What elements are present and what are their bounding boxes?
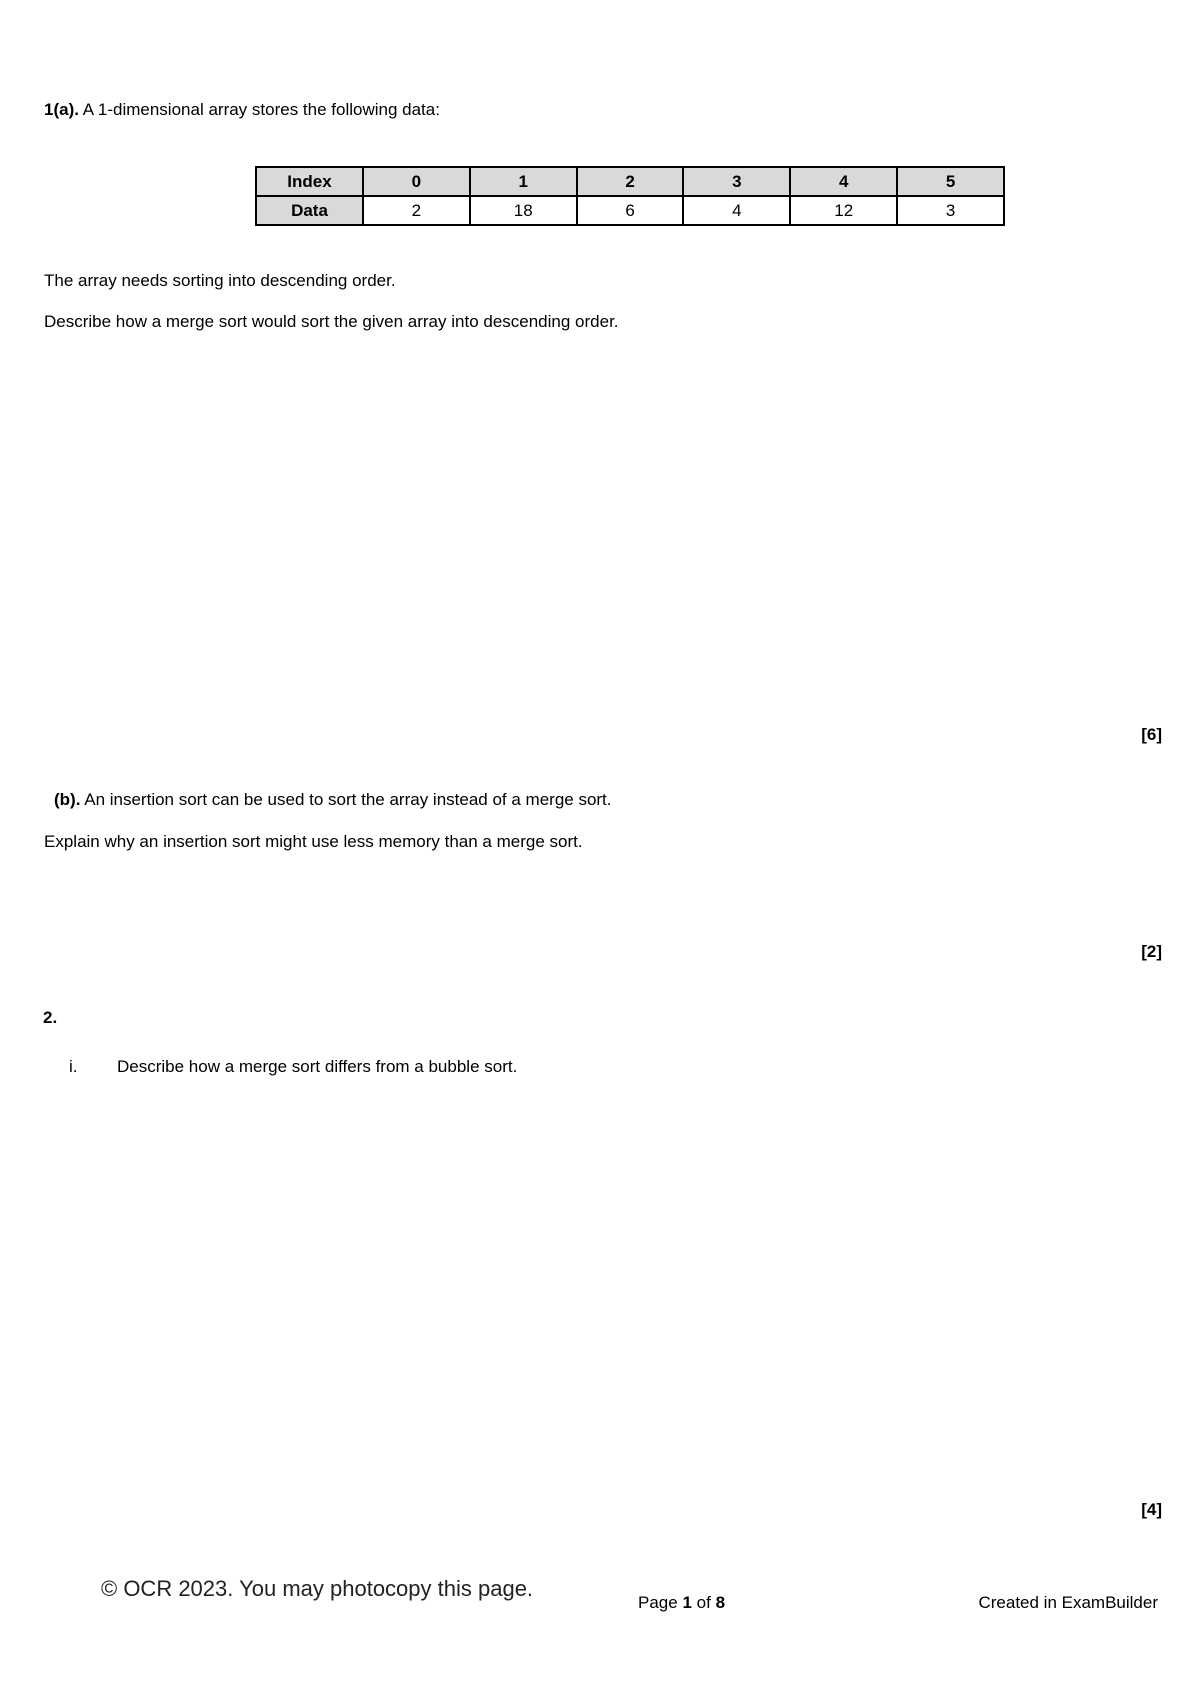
- index-cell: 1: [470, 167, 577, 196]
- index-cell: 3: [683, 167, 790, 196]
- marks-label: [4]: [1141, 1500, 1162, 1519]
- index-cell: 4: [790, 167, 897, 196]
- question-1a: [44, 100, 440, 120]
- question-prompt: A 1-dimensional array stores the following data:: [82, 100, 440, 119]
- footer-copyright: © OCR 2023. You may photocopy this page.: [101, 1576, 534, 1601]
- marks-label: [6]: [1141, 725, 1162, 744]
- question-task: Describe how a merge sort would sort the given array into descending order.: [44, 312, 619, 331]
- row-header-data: Data: [256, 196, 363, 225]
- sub-question-numeral: i.: [69, 1057, 78, 1076]
- table-row-index: [256, 167, 1004, 196]
- page-prefix: Page: [638, 1593, 678, 1612]
- question-task: Explain why an insertion sort might use less memory than a merge sort.: [44, 832, 583, 851]
- question-prompt: An insertion sort can be used to sort the array instead of a merge sort.: [84, 790, 612, 809]
- data-cell: 12: [790, 196, 897, 225]
- data-cell: 6: [577, 196, 684, 225]
- index-cell: 5: [897, 167, 1004, 196]
- page-current: 1: [682, 1593, 692, 1612]
- data-cell: 3: [897, 196, 1004, 225]
- data-cell: 4: [683, 196, 790, 225]
- row-header-index: Index: [256, 167, 363, 196]
- question-1b: [54, 790, 612, 810]
- footer-page-number: [638, 1593, 725, 1613]
- question-statement: The array needs sorting into descending order.: [44, 271, 396, 290]
- index-cell: 2: [577, 167, 684, 196]
- page-of: of: [696, 1593, 711, 1612]
- marks-label: [2]: [1141, 942, 1162, 961]
- data-cell: 18: [470, 196, 577, 225]
- page-total: 8: [715, 1593, 726, 1612]
- array-table: [255, 166, 1005, 226]
- footer-created-by: Created in ExamBuilder: [978, 1593, 1158, 1612]
- sub-question-text: Describe how a merge sort differs from a bubble sort.: [117, 1057, 518, 1076]
- question-2-number: 2.: [43, 1008, 58, 1027]
- table-row-data: [256, 196, 1004, 225]
- question-number: (b).: [54, 790, 81, 809]
- index-cell: 0: [363, 167, 470, 196]
- question-number: 1(a).: [44, 100, 79, 119]
- data-cell: 2: [363, 196, 470, 225]
